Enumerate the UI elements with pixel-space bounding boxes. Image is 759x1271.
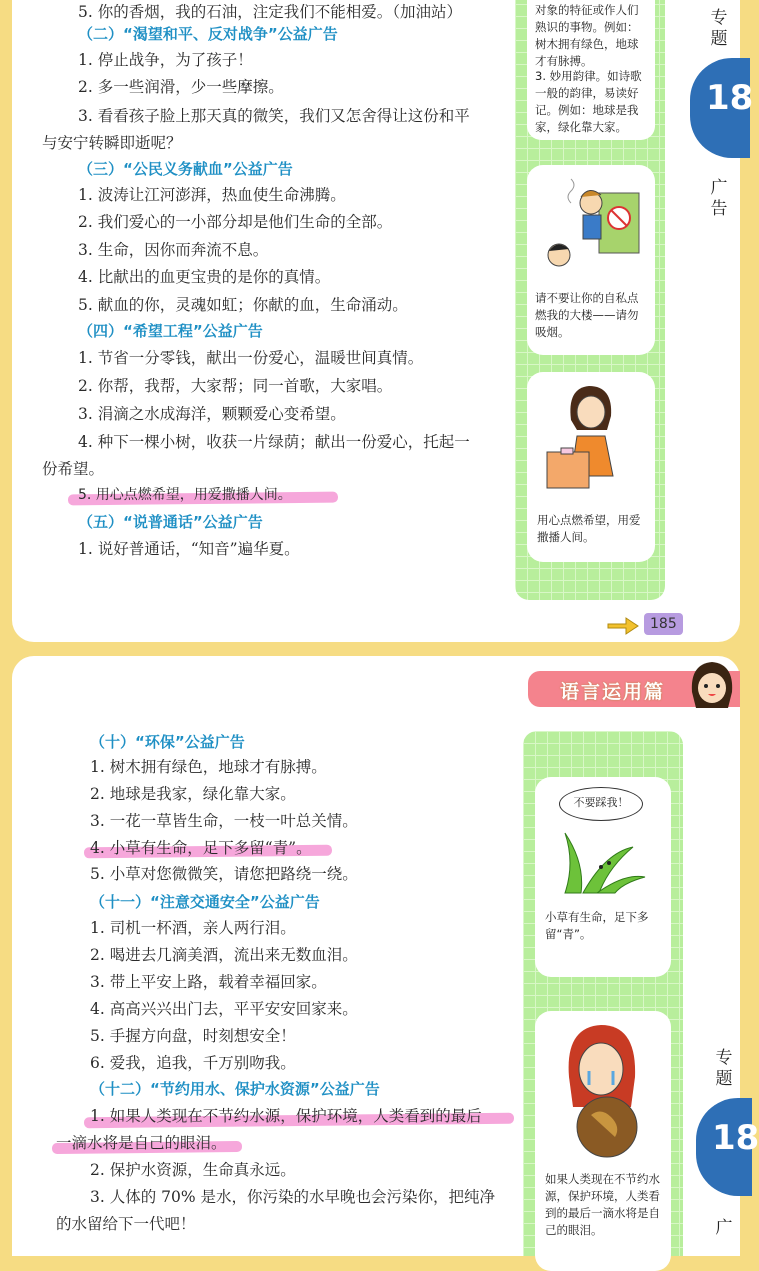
text-line: 3. 人体的 70% 是水，你污染的水早晚也会污染你，把纯净: [90, 1188, 496, 1206]
highlighted-line: 5. 用心点燃希望，用爱撒播人间。: [78, 487, 292, 503]
sidebar-card: [527, 0, 655, 140]
topic-label: 专题: [715, 1048, 733, 1089]
sidebar-card: [535, 777, 671, 977]
text-line: 2. 地球是我家，绿化靠大家。: [90, 785, 296, 803]
sidebar-caption: 如果人类现在不节约水源，保护环境，人类看到的最后一滴水将是自己的眼泪。: [545, 1172, 660, 1237]
text-line: 3. 带上平安上路，载着幸福回家。: [90, 973, 327, 991]
topic-tab: [696, 1098, 759, 1196]
section-heading: （四）“希望工程”公益广告: [78, 322, 263, 340]
book-page-185: [12, 0, 754, 642]
sidebar-caption: 3. 妙用韵律。如诗歌一般的韵律，易读好记。例如：地球是我家，绿化靠大家。: [535, 69, 642, 134]
text-line: 1. 说好普通话，“知音”遍华夏。: [78, 540, 300, 558]
section-heading: （十一）“注意交通安全”公益广告: [90, 893, 320, 911]
text-line: 5. 小草对您微微笑，请您把路绕一绕。: [90, 865, 358, 883]
text-line: 2. 你帮，我帮，大家帮；同一首歌，大家唱。: [78, 377, 393, 395]
text-line: 3. 涓滴之水成海洋，颗颗爱心变希望。: [78, 405, 346, 423]
sidebar-caption: 请不要让你的自私点燃我的大楼——请勿吸烟。: [535, 291, 639, 339]
banner-title: 语言运用篇: [560, 681, 666, 703]
highlighted-line: 一滴水将是自己的眼泪。: [56, 1134, 227, 1152]
text-line: 3. 生命，因你而奔流不息。: [78, 241, 269, 259]
arrow-icon: [606, 616, 640, 636]
sidebar-caption: 小草有生命，足下多留“青”。: [545, 910, 649, 941]
text-line: 的水留给下一代吧！: [56, 1215, 196, 1233]
topic-word: 广: [715, 1218, 733, 1238]
text-line: 5. 手握方向盘，时刻想安全！: [90, 1027, 296, 1045]
sidebar-caption: 用心点燃希望，用爱撒播人间。: [537, 513, 641, 544]
text-line: 5. 献血的你，灵魂如虹；你献的血，生命涌动。: [78, 296, 408, 314]
text-line: 5. 你的香烟，我的石油，注定我们不能相爱。（加油站）: [78, 3, 462, 21]
girl-donation-illustration: [527, 376, 655, 496]
book-page-next: [12, 656, 759, 1256]
no-smoking-illustration: [527, 173, 655, 283]
highlighted-line: 4. 小草有生命，足下多留“青”。: [90, 839, 312, 857]
sidebar-caption: 对象的特征或作人们熟识的事物。例如：树木拥有绿色，地球才有脉搏。: [535, 3, 639, 68]
text-line: 4. 种下一棵小树，收获一片绿荫；献出一份爱心，托起一: [78, 433, 470, 451]
text-line: 份希望。: [42, 460, 105, 478]
text-line: 6. 爱我，追我，千万别吻我。: [90, 1054, 296, 1072]
sidebar-grid: [523, 731, 683, 1256]
text-line: 1. 停止战争，为了孩子！: [78, 51, 253, 69]
sidebar-card: [535, 1011, 671, 1271]
section-heading: （三）“公民义务献血”公益广告: [78, 160, 293, 178]
text-line: 2. 我们爱心的一小部分却是他们生命的全部。: [78, 213, 393, 231]
text-line: 2. 多一些润滑，少一些摩擦。: [78, 78, 284, 96]
girl-mascot-icon: [682, 658, 742, 712]
text-line: 1. 节省一分零钱，献出一份爱心，温暖世间真情。: [78, 349, 424, 367]
text-line: 2. 保护水资源，生命真永远。: [90, 1161, 296, 1179]
text-line: 3. 一花一草皆生命，一枝一叶总关情。: [90, 812, 358, 830]
topic-number: 18: [712, 1118, 759, 1158]
text-line: 4. 比献出的血更宝贵的是你的真情。: [78, 268, 331, 286]
text-line: 与安宁转瞬即逝呢？: [42, 134, 182, 152]
topic-tab: [690, 58, 754, 158]
page-number: 185: [644, 613, 683, 635]
sidebar-card: [527, 165, 655, 355]
highlighted-line: 1. 如果人类现在不节约水源，保护环境，人类看到的最后: [90, 1107, 482, 1125]
topic-label: 专题: [710, 8, 728, 49]
section-heading: （十）“环保”公益广告: [90, 733, 245, 751]
section-heading: （十二）“节约用水、保护水资源”公益广告: [90, 1080, 380, 1098]
topic-number: 18: [706, 78, 754, 118]
sidebar-card: [527, 372, 655, 562]
text-line: 3. 看看孩子脸上那天真的微笑，我们又怎舍得让这份和平: [78, 107, 470, 125]
text-line: 1. 司机一杯酒，亲人两行泪。: [90, 919, 296, 937]
section-heading: （二）“渴望和平、反对战争”公益广告: [78, 25, 338, 43]
topic-word: 广告: [710, 178, 728, 219]
text-line: 2. 喝进去几滴美酒，流出来无数血泪。: [90, 946, 358, 964]
speech-bubble: 不要踩我！: [559, 787, 643, 821]
text-line: 1. 树木拥有绿色，地球才有脉搏。: [90, 758, 327, 776]
grass-illustration: [535, 823, 671, 903]
text-line: 4. 高高兴兴出门去，平平安安回家来。: [90, 1000, 358, 1018]
sidebar-grid: [515, 0, 665, 600]
text-line: 1. 波涛让江河澎湃，热血使生命沸腾。: [78, 186, 346, 204]
crying-girl-earth-illustration: [535, 1011, 671, 1161]
section-heading: （五）“说普通话”公益广告: [78, 513, 263, 531]
